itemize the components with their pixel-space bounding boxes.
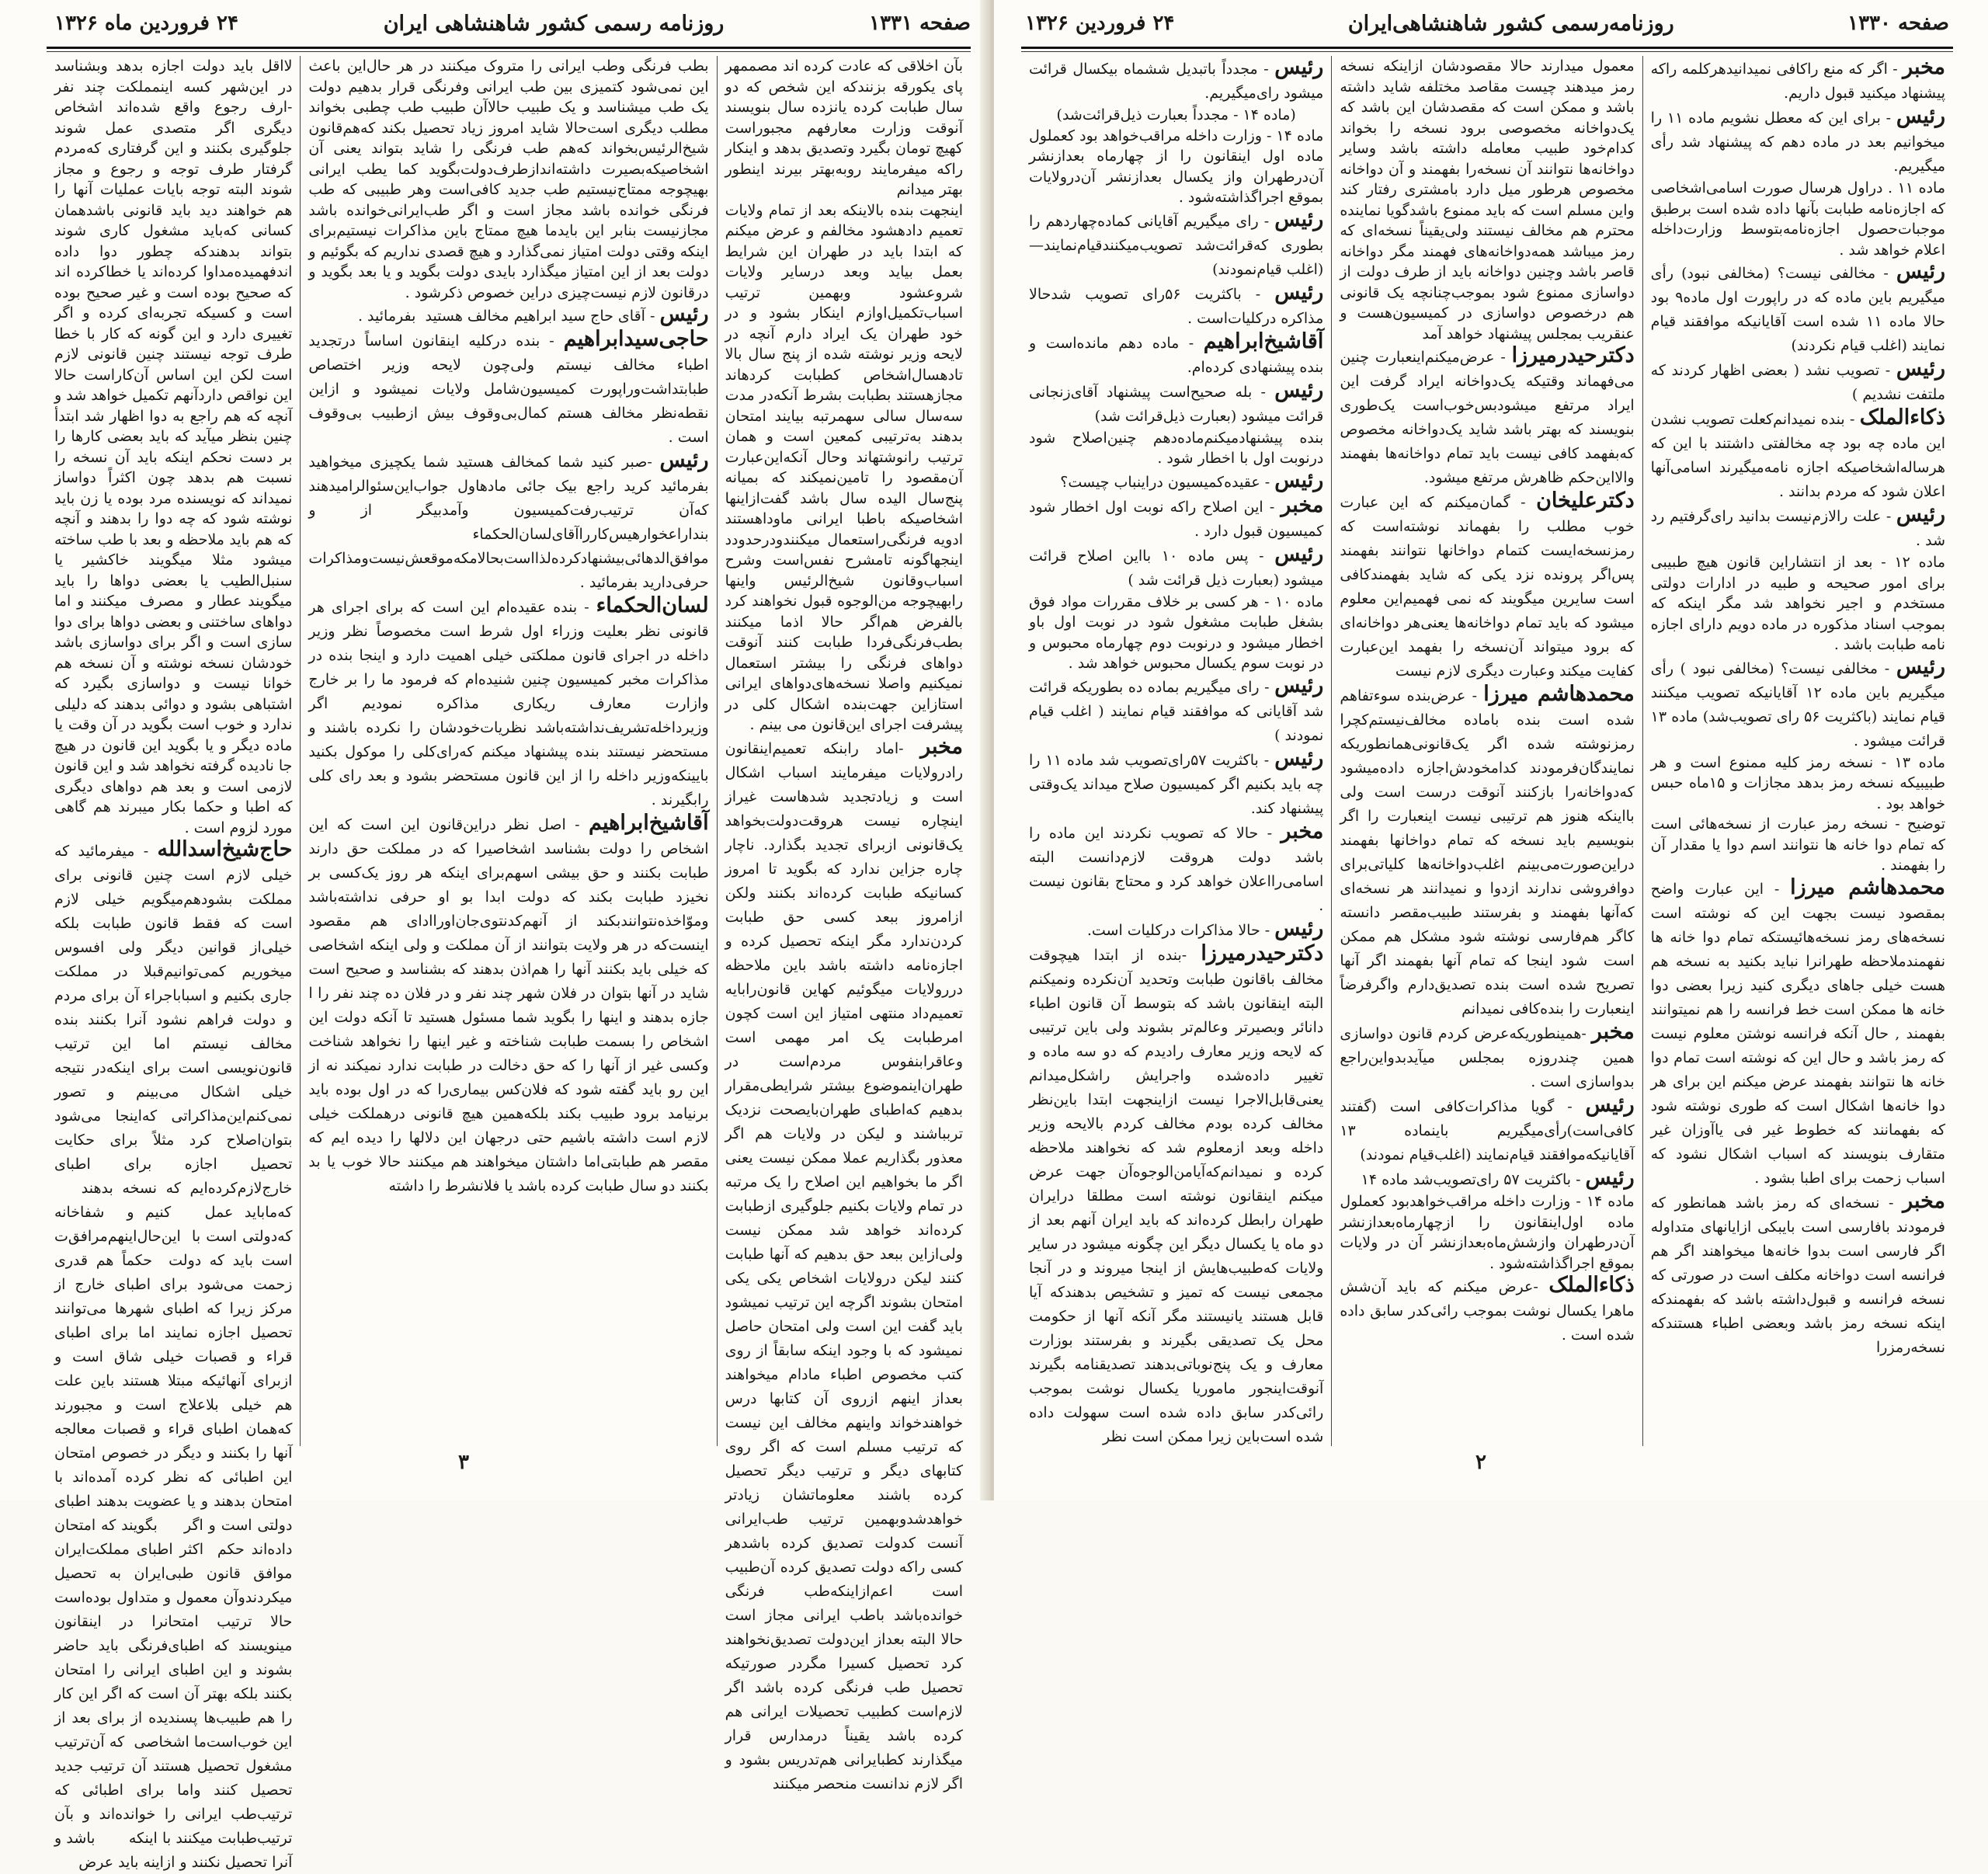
- speech-text: - میفرمائید که خیلی لازم است چنین قانونی برای مملکت بشود‌هم‌میگویم خیلی لازم است که فقط قانون طبابت بلکه خیلی‌از قوانین دیگر ولی افسوس میخوریم کمی‌توانیم‌قبلا در مملکت جاری بکنیم و اسباباجراء آن برای مردم و دولت فراهم نشود آنرا بکنند بنده مخالف نیستم اما این ترتیب قانون‌نویسی است برای اینکه‌در نتیجه خیلی اشکال می‌بینم و تصور نمی‌کنم‌این‌مذاکراتی که‌اینجا می‌شود بتوان‌اصلاح کرد مثلاً برای حکایت تحصیل اجازه برای اطبای خارج‌لازم‌کرده‌ایم که نسخه بدهند‌ ‌ ‌ ‌ که‌ما‌باید‌‌ عمل ‌ ‌ ‌کنیم و‌ ‌ ‌شفاخانه که‌دولتی است با‌‌ ‌ ‌‌این‌حال‌اینهم‌مرافق‌ت است باید که دولت ‌ حکماً هم قدری زحمت می‌شود برای اطبای خارج از مرکز زیرا که اطبای شهرها می‌توانند تحصیل اجازه نمایند اما برای اطبای قراء و قصبات خیلی شاق است و ازبرای آنهائیکه مبتلا هستند باین علت هم خیلی بلاعلاج است و مجبورند که‌همان اطبای قراء و قصبات معالجه آنها را بکنند و دیگر در خصوص امتحان این اطبائی که نظر کرده آمده‌اند با امتحان بدهند و یا عضویت بدهند اطبای دولتی است و اگر ‌ ‌ ‌ ‌ بگویند که امتحان داده‌اند حکم‌ ‌ اکثر اطبای مملکت‌ایران موافق قانون طبی‌ایران به تحصیل میکردند‌وآن معمول و متداول بوده‌است حالا ترتیب امتحانرا در اینقانون مینویسند که اطبای‌فرنگی باید حاضر بشوند و این اطبای ایرانی را امتحان بکنند بلکه بهتر آن است که اگر این کار را هم طبیب‌ها پسندیده از برای بعد از این خوب‌است‌ما‌ ‌اشخاصی‌ ‌ که‌ آن‌ترتیب مشغول تحصیل هستند آن ترتیب‌‌ جدید تحصیل کنند واما برای اطبائی که ترتیب‌طب ایرانی را خوانده‌اند و بآن ترتیب‌طبابت میکنند با اینکه‌ ‌ ‌ ‌ ‌ ‌ ‌ باشد و آنرا تحصیل نکنند و ازاینه باید عرض: [54, 843, 293, 1871]
- speaker-paragraph: [1340, 1274, 1634, 1347]
- body-paragraph: ماده ۱۲ - بعد از انتشاراین قانون هیچ طبیبی برای امور صحیحه و طبیه در ادارات دولتی مستخدم و اجیر نخواهد شد مگر اینکه که بموجب اسناد مذکوره در ماده دویم دارای اجازه نامه طبابت باشد .: [1650, 554, 1945, 653]
- speaker-paragraph: [1340, 683, 1634, 1020]
- speaker-paragraph: [1651, 260, 1945, 357]
- speaker-name: مخبر: [1281, 492, 1324, 517]
- text-column: [717, 56, 971, 1792]
- speaker-paragraph: [1651, 876, 1945, 1190]
- speech-text: - مجدداً باتبدیل ششماه بیکسال قرائت میشود رای‌میگیریم.: [1029, 61, 1324, 102]
- speaker-name: رئیس: [1274, 468, 1324, 492]
- speaker-name: رئیس: [659, 302, 709, 326]
- speaker-name: رئیس: [1274, 673, 1324, 697]
- speaker-name: مخبر: [1903, 1188, 1945, 1213]
- speech-text: - برای این که معطل نشویم ماده ۱۱ را میخوانیم بعد در ماده دهم که پیشنهاد شد رأی میگیریم.: [1650, 110, 1945, 175]
- body-paragraph: ماده ۱۱ . دراول هرسال صورت اسامی‌اشخاصی که اجازه‌نامه طبابت بآنها داده شده است برطبق موجبات‌حصول اجازه‌نامه‌بتوسط وزارت‌داخله اعلام خواهد شد .: [1650, 179, 1945, 259]
- speech-text: - این عبارت واضح بمقصود نیست بجهت این که نوشته است نسخه‌های رمز نسخه‌هائیستکه تمام دوا خانه ها نفهمندملاحظه طهرانرا نباید بکنید به نسخه هم هست خیلی جاهای دیگری کنید زیرا بعضی دوا خانه ها ممکن است خط فرانسه را هم نمیتوانند بفهمند , حال آنکه فرانسه نوشتن معلوم نیست که رمز باشد و حال این که نوشته است تمام دوا خانه ها نتوانند بفهمند عرض میکنم این برای هر دوا خانه‌ها اشکال است که طوری نوشته شود که بفهمانند که خطوط غیر فی یاآوزان غیر متقارف بنویسند که اسباب اشکال نشود که اسباب زحمت برای اطبا بشود .: [1650, 880, 1945, 1187]
- speaker-paragraph: [1029, 917, 1323, 942]
- left-page-header: [54, 6, 971, 40]
- right-page-title: روزنامه‌رسمی کشور شاهنشاهی‌ایران: [1347, 11, 1674, 36]
- body-paragraph: ماده ۱۴ - وزارت داخله مراقب‌خواهدبود کعملول ماده اول‌اینقانون را ازچهارماه‌بعدازنشر آن‌درطهران وازشش‌ماه‌بعدازنشر آن در ولایات بموقع اجراگذاشته‌شود .: [1340, 1193, 1635, 1272]
- speaker-name: حاج‌شیخ‌اسدالله: [157, 837, 293, 861]
- speaker-paragraph: [308, 449, 708, 594]
- speech-text: - آقای حاج سید ابراهیم مخالف هستید ‌ بفرمائید .: [357, 308, 660, 325]
- speaker-paragraph: [1029, 674, 1323, 747]
- speaker-paragraph: [1029, 56, 1323, 105]
- speaker-name: آقاشیخ‌ابراهیم: [588, 811, 709, 835]
- left-page-date: ۲۴ فروردین ماه ۱۳۲۶: [54, 12, 238, 35]
- speaker-name: ذکاءالملک: [1548, 1273, 1635, 1297]
- speaker-name: دکترحیدرمیرزا: [1201, 940, 1324, 965]
- speaker-paragraph: [725, 735, 963, 1796]
- right-page-number: صفحه ۱۳۳۰: [1847, 12, 1949, 35]
- body-paragraph: بآن اخلاقی که عادت کرده اند مصممهر پای یکورقه بزنندکه این شخص که دو سال طبابت کرده یانزده سال بنویسند آنوقت وزارت معارفهم مجبوراست کهیچ تومان بگیرد وتصدیق بدهد و اینکار راکه میفرمایند روبه‌بهتر بیرند اینطور بهتر میدانم: [725, 57, 963, 198]
- speech-text: - باکثریت ۵۶رای تصویب شدحالا مذاکره درکلیات‌است .: [1029, 285, 1324, 327]
- body-paragraph: بطب فرنگی وطب ایرانی را متروک میکنند در هر حال‌این باعث این نمی‌شود کتمیزی بین طب ایرانی وفرنگی قرار بدهیم دولت یک طب میشناسد و یک طبیب حالاآن طبیب طب چطبی بخواند مطلب دیگری است‌حالا شاید امروز زیاد تحصیل بکند که‌هم‌قانون شیخ‌الرئیس‌بخواند که‌هم طب فرنگی را شاید بتواند یعنی آن اشخاصیکه‌بصیرت داشته‌اندازطرف‌دولت‌بگوید کما یطب ایرانی بهیچوجه ممتاج‌نیستیم طب جدید کافی‌است وهر طبیبی که طب فرنگی خوانده باشد مجاز است و اگر طب‌ایرانی‌خوانده باشد مجازنیست بنابر این بایدما هیچ ممتاج باین مذاکرات نیستیم‌برای اینکه وقتی دولت امتیاز نمی‌گذارد و هیچ قصدی نداریم که بگوئیم و دولت بعد از این امتیاز میگذارد بایدی دولت بگوید و یا بعد بگوید و درقانون لازم نیست‌چیزی دراین خصوص ذکرشود .: [308, 57, 709, 301]
- speaker-name: رئیس: [1585, 1093, 1635, 1117]
- speech-text: -همینطوریکه‌عرض کردم قانون دواسازی همین چندروزه بمجلس میآید‌بدواین‌راجع بدواسازی است .: [1340, 1025, 1635, 1090]
- text-column: [1642, 56, 1953, 1446]
- speaker-paragraph: [1651, 56, 1945, 105]
- speaker-paragraph: [1651, 406, 1945, 503]
- speaker-name: لسان‌الحکماء: [596, 593, 709, 617]
- speaker-paragraph: [308, 594, 708, 812]
- speech-text: - بنده نمیدانم‌کعلت تصویب نشدن این ماده چه بود چه مخالفتی داشتند با این که هرساله‌اشخاصیکه اجازه نامه‌میگیرند اسامی‌آنها اعلان شود که مردم بدانند .: [1650, 411, 1945, 500]
- speech-text: - حالا که تصویب نکردند این ماده را باشد دولت هروقت لازم‌دانست البته اسامی‌را‌اعلان خواهد کرد و محتاج بقانون نیست .: [1029, 824, 1324, 914]
- speech-text: - بنده درکلیه اینقانون اساساً درتجدید اطباء مخالف نیستم ولی‌چون لایحه وزیر اختصاص طبابتداشت‌وراپورت کمیسیون‌شامل ولایات نمیشود و ازاین نقطه‌نظر‌ مخالف هستم کمال‌بی‌وقوف بیش ازطبیب بی‌وقوف است .: [308, 332, 709, 446]
- speaker-paragraph: [1029, 820, 1323, 917]
- speaker-name: رئیس: [1896, 654, 1945, 679]
- header-rule: [47, 47, 971, 49]
- speaker-paragraph: [1029, 330, 1323, 379]
- speaker-name: رئیس: [1585, 1166, 1635, 1190]
- speech-text: - عرض‌میکنم‌اینعبارت چنین می‌فهماند وقتیکه یک‌دواخانه ایراد گرفت این ایراد مرتفع میشود‌بس‌خوب‌است‌ یک‌طوری بنویسند که بهتر باشد شاید یک‌دواخانه مخصوص که‌بفهمد کافی نیست باید تمام دواخانه‌ها بفهمند والا‌این‌حکم ظاهرش مرتفع میشود.: [1340, 349, 1635, 486]
- text-column: [1331, 56, 1642, 1446]
- speech-text: - تصویب نشد ( بعضی اظهار کردند که ملتفت نشدیم ): [1650, 362, 1945, 403]
- speaker-paragraph: [1029, 747, 1323, 820]
- speaker-paragraph: [1029, 281, 1323, 330]
- speech-text: - مخالفی نیست؟ (مخالفی نبود ) رأی میگیریم باین ماده ۱۲ آقایانیکه تصویب میکنند قیام نمایند (باکثریت ۵۶ رای تصویب‌شد) ماده ۱۳ قرائت میشود .: [1650, 659, 1945, 749]
- text-column: [47, 56, 300, 1871]
- speaker-name: مخبر: [1903, 55, 1945, 79]
- speech-text: -عرض میکنم که باید آن‌شش ماهرا یکسال نوشت بموجب رائی‌کدر سابق داده شده است .: [1340, 1278, 1635, 1344]
- speaker-name: رئیس: [1896, 259, 1945, 283]
- speaker-paragraph: [1651, 1190, 1945, 1359]
- header-rule: [1021, 47, 1953, 49]
- speech-text: - پس ماده ۱۰ بااین اصلاح قرائت میشود (بعبارت ذیل قرائت شد ): [1029, 547, 1324, 589]
- speaker-name: مخبر: [1591, 1020, 1635, 1044]
- body-paragraph: معمول میدارند حالا مقصودشان ازاینکه نسخه رمز میدهند چیست مقاصد مختلفه شاید داشته باشد و ممکن است که مقصدشان این باشد که یک‌دواخانه مخصوصی برود نسخه را بخواند کدام‌خود طبیب معامله داشته باشد وسایر دواخانه‌ها نتوانند آن نسخه‌را بفهمند و آن دواخانه مخصوص هرطور میل دارد بامشتری رفتار کند واین مسلم است که باید ممنوع باشد‌گویا نماینده محترم هم مخالف نیستند ولی‌یقیناً نسخه‌ای که رمز میباشد همه‌دواخانه‌های فهمند مگر دواخانه قاصر باشد وچنین دواخانه باید از طرف دولت از دواسازی ممنوع شود بموجب‌چنانچه‌ یک قانونی هم درخصوص دواسازی در کمیسیون‌هست و عنقریب بمجلس پیشنهاد خواهد آمد: [1340, 57, 1635, 342]
- text-column: [1021, 56, 1331, 1446]
- speaker-name: رئیس: [1896, 502, 1945, 527]
- speaker-paragraph: [1651, 655, 1945, 753]
- speaker-name: محمدهاشم میرزا: [1483, 682, 1635, 706]
- header-rule-thin: [47, 51, 971, 52]
- speaker-name: رئیس: [1274, 746, 1324, 770]
- body-paragraph: بنده پیشنهادمیکنم‌ماده‌دهم چنین‌اصلاح شود درنوبت اول با اخطار شود .: [1029, 429, 1324, 467]
- left-page-title: روزنامه رسمی کشور شاهنشاهی ایران: [383, 11, 725, 36]
- speech-text: - گویا مذاکرات‌کافی است (گفتند کافی‌است)رأی‌میگیریم باینماده ۱۳ آقایانیکه‌موافقند قیام‌نمایند (اغلب‌قیام نمودند): [1340, 1098, 1635, 1163]
- speaker-name: ذکاءالملک: [1859, 405, 1945, 429]
- speaker-paragraph: [1340, 344, 1634, 489]
- speech-text: - علت را‌لازم‌نیست بدانید رای‌گرفتیم رد شد .: [1650, 508, 1945, 549]
- speaker-name: رئیس: [1274, 55, 1324, 79]
- speaker-paragraph: [1340, 1093, 1634, 1166]
- body-paragraph: (ماده ۱۴ - مجدداً بعبارت ذیل‌قرائت‌شد): [1056, 106, 1296, 123]
- speaker-name: رئیس: [1274, 541, 1324, 566]
- speaker-paragraph: [308, 328, 708, 449]
- speaker-name: مخبر: [920, 734, 963, 759]
- body-paragraph: ماده ۱۴ - وزارت داخله مراقب‌خواهد بود کعملول ماده اول اینقانون را از چهارماه بعدازنشر آن‌درطهران واز یکسال بعدازنشر آن‌درولایات بموقع اجراگذاشته‌شود .: [1029, 127, 1324, 206]
- speech-text: - باکثریت ۵۷رای‌تصویب شد ماده ۱۱ را چه باید بکنیم اگر کمیسیون صلاح میداند یک‌وقتی پیشنهاد کند.: [1029, 751, 1324, 817]
- speaker-name: محمدهاشم میرزا: [1790, 874, 1945, 899]
- speech-text: - اصل نظر دراین‌قانون این است که این اشخاص را دولت بشناسد اشخاصیرا که در مملکت حق دارند طبابت بکنند و حق بیشی اسهم‌برای اینکه هر روز یک‌کسی بر نخیزد طبابت بکند که دولت ابدا بو او حرفی نداشته‌باشد وموّاخذه‌نتوانند‌بکند ‌از آنهم‌کدنتوی‌‌جان‌او‌را‌ادای‌ هم مقصود اینست‌که در هر ولایت بتوانند از آن مملکت و ولی اینکه اشخاصی که خیلی باید بکنند آنها را هم‌اذن بدهند که بشناسد و صحیح است شاید در آنها بتوان در فلان شهر چند نفر و در فلان ده چند نفر را ا جازه بدهند و اینها را بگوید شما مسئول هستید تا آنکه دولت این اشخاص را بسمت طبابت شناخته و غیر اینها را نخواهد شناخت وکسی غیر از آنها را که حق دخالت در طبابت ندارد نمیکند نه از این رو باید گفته شود که فلان‌کس بیماری‌را که در اول بوده باید برنیامد برود طبیب بکند بلکه‌همین هیچ قانونی درهملکت خیلی لازم است داشته باشیم حتی درجهان این دلالها را دیده ایم که مقصر هم طبابتی‌اما داشتان میخواهند هم میکنند حالا خوب یا بد بکنند دو سال طبابت کرده‌ باشد یا فلانشرط را داشته: [308, 816, 709, 1194]
- speaker-paragraph: [1029, 208, 1323, 281]
- speech-text: - رای میگیریم آقایانی کماده‌چهاردهم را بطوری که‌قرائت‌شد تصویب‌میکنندقیام‌نمایند—(اغلب قیام‌نمودند): [1029, 212, 1324, 278]
- speech-text: - اگر که منع راکافی نمیدانید‌هرکلمه راکه پیشنهاد میکنید قبول داریم.: [1650, 61, 1945, 102]
- speech-text: -اماد رابنکه تعمیم‌اینقانون رادرولایات میفرمایند اسباب اشکال است و زیادتجدید شدهاست غیراز اینچاره نیست هروقت‌دولت‌بخواهد یک‌قانونی ازبرای تجدید بگذارد. ناچار چاره جزاین ندارد که بگوید تا امروز کسانیکه طبابت کرده‌اند بکنند ولکن ازامروز ببعد کسی حق طبابت کردن‌ندارد مگر اینکه تحصیل کرده و اجازه‌نامه داشته باشد باین ملاحظه دررولایات میگوئیم کهاین قانون‌رابایه تعمیم‌داد منتهی امتیاز این است کچون امرطبابت یک امر مهمی است وعاقرابنفوس مردم‌است در طهران‌اینموضوع بیشتر شرایطی‌مقرار بدهیم که‌اطبای طهران‌بایصحت نزدیک تربباشند و لیکن در ولایات هم اگر معذور بگذاریم عملا ممکن نیست یعنی اگر ما بخواهیم این اصلاح را یک مرتبه در تمام ولایات بکنیم جلوگیری ازطبابت کرده‌اند خواهد شد ممکن نیست ولی‌ازاین ببعد حق بدهیم که آنها طبابت کنند لیکن درولایات اشخاص یکی یکی امتحان بشوند اگرچه این ترتیب نمیشود باید گفت این است ولی امتحان حاصل نمیشود که با وجود اینکه سابقاً از روی کتب مخصوص اطباء مادام میخواهند بعداز اینهم ازروی آن کتابها درس خواهندخواند واینهم مخالف این نیست که ترتیب مسلم است که اگر روی کتابهای دیگر و ترتیب دیگر تحصیل کرده باشند معلوماتشان زیادتر خواهدشدوبهمین ترتیب طب‌ایرانی آنست کدولت تصدیق کرده باشدهر کسی راکه دولت تصدیق کرده آن‌طبیب است اعم‌ازاینکه‌طب فرنگی خوانده‌باشد باطب ایرانی مجاز است حالا البته بعداز این‌دولت تصدیق‌نخواهند کرد تحصیل کسیرا مگردر صورتیکه تحصیل طب فرنگی کرده باشد اگر لازم‌است کطبیب تحصیلات ایرانی هم کرده باشد یقیناً درمدارس قرار میگذارند کطبایرانی هم‌تدریس بشود و اگر لازم ندانست منحصر میکنند: [725, 739, 963, 1792]
- speech-text: - عرض‌بنده سوءتفاهم شده‌‌ است بنده باماده مخالف‌نیستم‌کچرا رمزنوشته شده‌ اگر یک‌قانونی‌همانطوریکه نمایندگان‌فرمودند کدامخودش‌اجازه داده‌میشود که‌دواخانه‌را بازکنند آنوقت درست است ولی بااینکه هنوز هم ترتیبی نیست اینعبارت را اگر بنویسیم باید نسخه که تمام دواخانها بفهمند دراین‌صورت‌می‌بینم اغلب‌دواخانه‌ها کلیاتی‌برای دوافروشی ندارند ازدوا و نمیدانند هر نسخه‌ای که‌آنها بفهمند و بفرستند طبیب‌مقصر دانسته کاگر هم‌فارسی‌ نوشته‌ شود ‌مشکل‌ هم‌ ممکن ‌است ‌ شود اینجا که تمام آنها بفهمند اگر آنها تصریح شده ‌است بنده ‌تصدیق‌دارم واگرفرضاً اینعبارت را بنده‌کافی نمیدانم: [1340, 687, 1635, 1017]
- left-page-folio: ۳: [458, 1451, 469, 1474]
- speech-text: - باکثریت ۵۷ رای‌تصویب‌شد ماده ۱۴: [1361, 1171, 1586, 1188]
- speech-text: -صبر کنید شما کمخالف هستید شما یکچیزی میخواهید بفرمائید کرید راجع بیک جائی مادهاول جواب‌این‌سئوالرامیدهند که‌آن ترتیب‌رفت‌کمیسیون وآمدبیگر از و‌ بنداراعخوارهیس‌کارراآقای‌لسان‌الحکماء ‌موافق‌الدهائی‌بیشنهاد‌کرده‌لذا‌است‌بحالا‌مکه‌موقعش‌نیست‌ومذاکرات حرفی‌دارید بفرمائید .: [308, 454, 709, 591]
- left-page: [0, 0, 986, 1871]
- speech-text: - نسخه‌ای که رمز باشد همانطور که فرمودند بافارسی است بایبکی ازایانهای متداوله اگر فارسی است بدوا خانه‌ها میخواهند اگر هم فرانسه است دواخانه مکلف است در صورتی که نسخه فرانسه و قبول‌داشته باشد که بفهمند‌که اینکه نسخه رمز باشد وبعضی اطباء هستندکه نسخه‌رمزرا: [1650, 1194, 1945, 1356]
- right-page-folio: ۲: [1475, 1451, 1486, 1474]
- speaker-name: دکترعلیخان: [1536, 488, 1635, 513]
- speaker-name: رئیس: [1274, 916, 1324, 940]
- speaker-name: آقاشیخ‌ابراهیم: [1203, 329, 1324, 353]
- speech-text: - رای میگیریم بماده ده بطوریکه قرائت شد آقایانی که موافقند قیام نمایند ( اغلب قیام نمودند ): [1029, 678, 1324, 744]
- speaker-paragraph: [1029, 942, 1323, 1448]
- body-paragraph: ماده ۱۳ - نسخه رمز کلیه ممنوع است و هر طبیبیکه نسخه رمز بدهد مجازات و ۱۵ماه حبس خواهد بود .: [1650, 753, 1946, 812]
- left-page-columns: [47, 56, 971, 1871]
- speaker-paragraph: [1340, 1166, 1634, 1191]
- speech-text: - مخالفی نیست؟ (مخالفی نبود) رأی میگیریم باین ماده که در راپورت اول ماده۹ بود حالا ماده ۱۱ شده است آقایانیکه موافقند قیام نمایند (اغلب قیام نکردند): [1650, 265, 1946, 354]
- speaker-name: رئیس: [1274, 280, 1324, 304]
- speaker-name: دکترحیدرمیرزا: [1511, 343, 1635, 367]
- speaker-name: رئیس: [659, 448, 709, 472]
- speaker-paragraph: [1651, 105, 1945, 178]
- speaker-paragraph: [1029, 379, 1323, 428]
- header-rule-thin: [1021, 51, 1953, 52]
- speaker-paragraph: [1029, 469, 1323, 494]
- body-paragraph: اینجهت بنده بالاینکه بعد از تمام ولایات تعمیم دادهشود مخالفم و عرض میکنم که ابتدا باید در طهران این شرایط بعمل بیاید وبعد درسایر ولایات شروعشود وبهمین ترتیب اسباب‌تکمیل‌اوازم اینکار بشود و در خود طهران یک ایراد دارم آنچه در لایحه وزیر نوشته شده از پنج سال بالا تادهسال‌اشخاص کطبابت کردهاند مجازهستند بطبابت بشرط آنکه‌در مدت سه‌سال سالی سهمرتبه بیایند امتحان بدهند به‌ترتیبی کمعین است و همان ترتیب رانوشتهاند وحال آنکه‌این‌عبارت آن‌مقصود را تامین‌نمیکند که بمیانه پنج‌سال الیده سال باشد گفت‌ازاینها اشخاصیکه باطبا ایرانی ماوداهستند ادویه فرنگی‌راستعمال میکنندودرحدودد اینجهاگونه تامشرح نفس‌است وشرح اسباب‌وقانون شیخ‌الرئیس واینها رابهیچوجه من‌الوجوه قبول نخواهند کرد بالفرض هم‌اگر حالا اذما میکنند بطب‌فرنگی‌فردا طبابت کنند آنوقت دواهای فرنگی را بیشتر استعمال نمیکنیم واصلا نسخه‌های‌دواهای ایرانی استازاین جهت‌بنده اشکال کلی در پیشرفت اجرای این‌قانون می بینم .: [725, 201, 963, 733]
- right-page-header: [1025, 6, 1949, 40]
- speaker-paragraph: [308, 812, 708, 1198]
- speech-text: - عقیده‌کمیسیون دراینباب چیست؟: [1060, 473, 1275, 491]
- text-column: [300, 56, 716, 1446]
- speaker-paragraph: [1651, 503, 1945, 552]
- speech-text: - حالا مذاکرات درکلیات است.: [1086, 921, 1275, 939]
- speech-text: - ماده دهم مانده‌است و بنده پیشنهادی کرده‌ام.: [1029, 334, 1324, 376]
- speaker-paragraph: [1340, 1020, 1634, 1093]
- speaker-name: رئیس: [1896, 104, 1946, 128]
- speech-text: - گمان‌میکنم که این عبارت خوب مطلب را بفهماند نوشته‌است که رمزنسخه‌ایست کتمام دواخانها نتوانند بفهمند پس‌اگر پرونده نزد یکی که شاید بفهمند‌کافی است سایرین میگویند که نمی فهمیم‌این معلوم میشود که باید تمام دواخانه‌ها یعنی‌هر دواخانه‌ای که برود میتواند آن‌نسخه را بفهمد این‌عبارت کفایت میکند وعبارت دیگری لازم نیست: [1340, 494, 1635, 680]
- speaker-paragraph: [1340, 489, 1634, 683]
- body-paragraph: ماده ۱۰ - هر کسی بر خلاف مقررات مواد فوق بشغل طبابت مشغول شود در نوبت اول باو اخطار میشود و درنوبت دوم چهارماه محبوس و در نوبت سوم یکسال محبوس خواهد شد .: [1029, 593, 1324, 672]
- speech-text: - بنده عقیده‌ام این است که برای اجرای هر قانونی نظر بعلیت وزراء اول شرط است مخصوصاً نظر وزیر داخله در اجرای قانون مملکتی خیلی اهمیت دارد و اینجا بنده در مذاکرات مخبر کمیسیون چنین شنیده‌ام که فرمود ما را بر خارج وازارت معارف ریکاری مذاکره نمودیم اگر وزیرداخله‌تشریف‌نداشته‌باشد نظریات‌خودشان را نکرده‌ باشند و مستحضر نیستند بنده پیشنهاد میکنم که‌رای‌کلی را موکول بکنید بایینکه‌وزیر داخله را از این قانون مستحضر بشود و بعد رای کلی رابگیرند .: [308, 599, 709, 808]
- speaker-paragraph: [1029, 543, 1323, 592]
- right-page-date: ۲۴ فروردین ۱۳۲۶: [1025, 12, 1175, 35]
- speech-text: - این اصلاح راکه نوبت اول اخطار شود کمیسیون قبول دارد .: [1029, 498, 1324, 540]
- speaker-paragraph: [1029, 494, 1323, 543]
- speaker-paragraph: [308, 303, 708, 328]
- speaker-name: رئیس: [1274, 207, 1324, 231]
- speech-text: - بله صحیح‌است پیشنهاد آقای‌زنجانی قرائت میشود (بعبارت ذیل‌قرائت شد): [1029, 383, 1324, 425]
- speech-text: -بنده از ابتدا هیچوقت مخالف باقانون طبابت وتحدید آن‌نکرده ونمیکنم البته اینقانون باشد که بتوسط آن قانون اطباء دانائر وبصیرتر وعالم‌تر بشوند ولی باین ترتیبی که لایحه وزیر معارف رادیدم که دو سه ماده و تغییر داده‌شده واجرایش‌ راشکل‌میدانم یعنی‌قابل‌الاجرا نیست ازاینجهت ابتدا باین‌نظر مخالف کرده‌ بودم مخالف کردم بالایحه وزیر داخله وبعد ازمعلوم شد که نخواهند ملاحظه کرده و نمیدانم‌که‌آیامن‌الوجوه‌آن جهت عرض میکنم اینقانون نوشته است مطلقا درایران طهران رابطل کرده‌اند که باید ایران آنهم بعد از دو ماه یا یکسال دیگر این چگونه میشود در سایر ولایات که‌طبیب‌هایش از اینجا میروند و در آنجا مجمعی نیست که تمیز و تشخیص بدهندکه آیا قابل هستند یانیستند مگر آنکه آنها از حکومت محل یک تصدیقی بگیرند و بفرستند بوزارت معارف و یک پنج‌نوباتی‌بدهند تصدیقنامه بگیرند آنوقت‌اینجور ماموریا یکسال نوشت بموجب رائی‌کدر سابق داده شده است سهولت داده شده است‌باین‌ زیرا ممکن است نظر: [1029, 946, 1324, 1445]
- speaker-paragraph: [54, 838, 292, 1874]
- left-page-number: صفحه ۱۳۳۱: [869, 12, 971, 35]
- right-page-columns: [1021, 56, 1953, 1446]
- body-paragraph: لااقل باید دولت اجازه بدهد وبشناسد در این‌شهر کسه اینمملکت چند نفر -ارف رجوع واقع شده‌اند اشخاص دیگری اگر متصدی عمل شوند جلوگیری بکنند و این گرفتاری که‌مردم گرفتار طرف توجه و رجوع و مجاز شوند البته توجه بایات عملیات آنها را هم خواهند دید باید قانونی باشدهمان کسانی که‌باید مشغول کاری شوند بتواند بدهندکه چطور دوا داده اندفهمیده‌مداوا کرده‌اند یا خطاکرده اند که صحیح بوده است و غیر صحیح بوده است و کسیکه تجربه‌ای کرده و اگر تغییری دارد و این گونه که کار با خطا طرف توجه نیستند چنین قانونی لازم است لکن این اساس آن‌کاراست حالا این نواقص دارد‌آنهم تکمیل خواهد شد و آنچه که هم راجع به دوا اظهار شد ابتدأ چنین بنظر میآید که باید بعضی کارها را بر دست نحکم اینکه باید آن نسخه را نسبت هم بدهد چون اکثراً دواساز نمیداند که نویسنده مرد بوده یا زن باید نوشته شود که چه دوا را بدهند و آنچه که هم باید ملاحظه و بعد با‌ طب ساخته میشود مثلا میگویند خاکشیر یا سنبل‌الطیب یا بعضی دواها را باید میگویند عطار و ‌ ‌مصرف‌‌ ‌ میکنند و اما دواهای ساختنی و بعضی دواها برای دوا سازی است و اگر برای دواسازی باشد خودشان نسخه نوشته و آن نسخه هم خوانا نیست و دواسازی بگیرد که اشتباهی بشود و دوائی بدهند که دلیلی ندارد و خوب است بگوید در آن وقت یا ماده دیگر و یا بگوید این قانون در هیچ جا نادیده گرفته نخواهد شد و این قانون لازمی است و بعد هم دواهای دیگری که اطبا و حکما بکار میبرند هم گاهی مورد لزوم است .: [54, 57, 293, 836]
- speaker-name: مخبر: [1281, 819, 1324, 843]
- speaker-name: حاجی‌سیدابراهیم: [563, 327, 709, 351]
- speaker-name: رئیس: [1274, 377, 1324, 402]
- body-paragraph: توضیح - نسخه رمز عبارت از نسخه‌هائی است که تمام دوا خانه ها نتوانند اسم دوا یا مقدار آن را بفهمند .: [1650, 815, 1945, 874]
- speaker-name: رئیس: [1896, 356, 1945, 381]
- right-page: [994, 0, 1988, 1500]
- speaker-paragraph: [1651, 357, 1945, 406]
